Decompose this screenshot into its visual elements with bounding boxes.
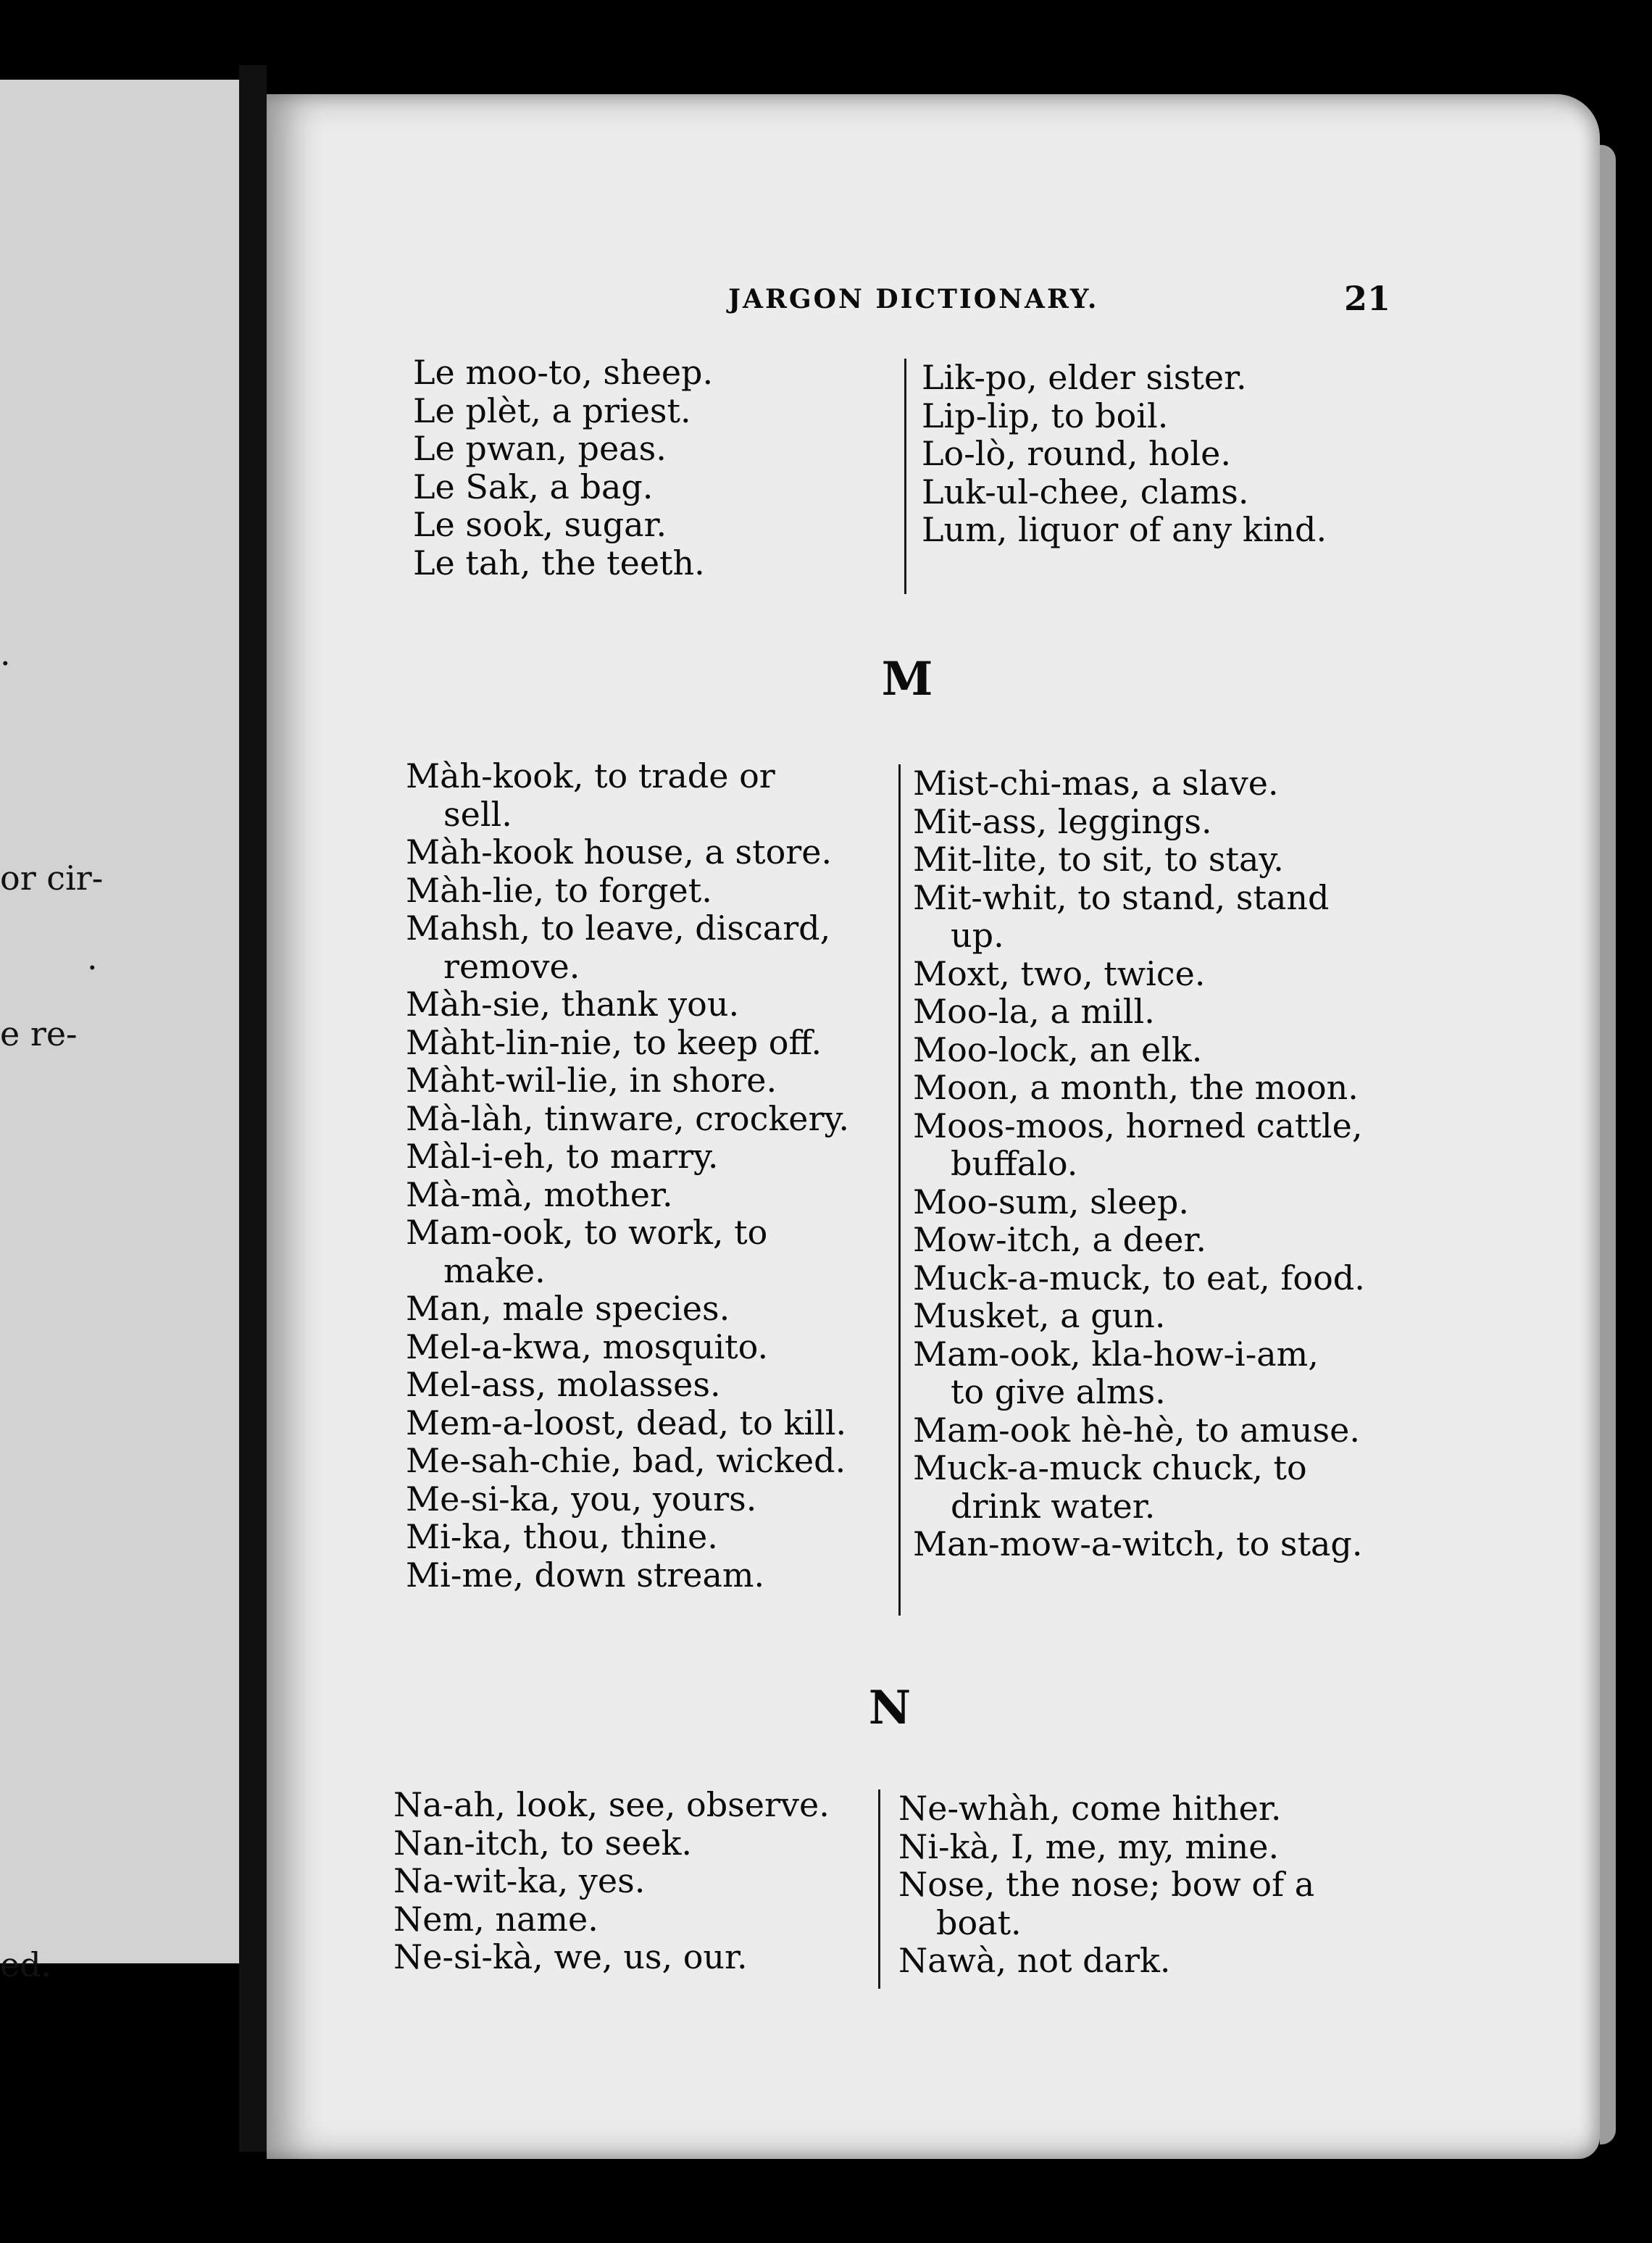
dictionary-entry: Moo-lock, an elk. <box>913 1029 1203 1069</box>
dictionary-entry: Na-wit-ka, yes. <box>393 1861 646 1900</box>
column-rule <box>898 764 901 1616</box>
entries-m-right-column <box>913 764 1394 1563</box>
dictionary-entry: Màht-lin-nie, to keep off. <box>406 1022 822 1062</box>
left-fragment: . <box>87 938 98 977</box>
left-fragment: e re- <box>0 1014 78 1053</box>
dictionary-entry: Màh-kook house, a store. <box>406 832 833 872</box>
dictionary-entry: Mit-lite, to sit, to stay. <box>913 840 1284 879</box>
dictionary-entry: Màl-i-eh, to marry. <box>406 1137 719 1176</box>
page-number: 21 <box>1344 279 1391 318</box>
section-heading-m: M <box>881 652 933 706</box>
dictionary-entry: Mi-ka, thou, thine. <box>406 1517 718 1556</box>
entries-l-right-column <box>922 359 1400 549</box>
dictionary-entry: Muck-a-muck, to eat, food. <box>913 1258 1365 1298</box>
dictionary-entry: Lo-lò, round, hole. <box>922 434 1231 473</box>
column-rule <box>878 1789 880 1989</box>
page-edge-shadow <box>1600 145 1616 2144</box>
dictionary-entry: Moos-moos, horned cattle, buffalo. <box>913 1106 1363 1183</box>
dictionary-entry: Mam-ook, kla-how-i-am, to give alms. <box>913 1334 1319 1411</box>
dictionary-entry: Le Sak, a bag. <box>413 467 654 506</box>
dictionary-entry: Màh-sie, thank you. <box>406 985 740 1024</box>
dictionary-entry: Mit-ass, leggings. <box>913 801 1212 841</box>
dictionary-entry: Màht-wil-lie, in shore. <box>406 1061 777 1100</box>
dictionary-entry: Nose, the nose; bow of a boat. <box>898 1865 1315 1942</box>
dictionary-entry: Muck-a-muck chuck, to drink water. <box>913 1448 1307 1526</box>
dictionary-entry: Lum, liquor of any kind. <box>922 510 1327 549</box>
dictionary-entry: Mahsh, to leave, discard, remove. <box>406 909 831 986</box>
book-gutter <box>239 65 267 2152</box>
dictionary-entry: Mam-ook hè-hè, to amuse. <box>913 1410 1360 1450</box>
left-fragment: ed. <box>0 1945 52 1984</box>
dictionary-entry: Me-si-ka, you, yours. <box>406 1479 757 1519</box>
dictionary-entry: Le moo-to, sheep. <box>413 353 714 392</box>
dictionary-entry: Man, male species. <box>406 1289 730 1328</box>
dictionary-entry: Man-mow-a-witch, to stag. <box>913 1524 1363 1563</box>
section-heading-n: N <box>868 1681 911 1735</box>
dictionary-entry: Moo-la, a mill. <box>913 992 1155 1031</box>
dictionary-entry: Nan-itch, to seek. <box>393 1823 693 1863</box>
dictionary-entry: Mow-itch, a deer. <box>913 1220 1207 1259</box>
entries-n-left-column <box>393 1786 886 1976</box>
left-fragment: . <box>0 634 11 673</box>
dictionary-entry: Ne-si-kà, we, us, our. <box>393 1937 748 1976</box>
dictionary-entry: Mel-ass, molasses. <box>406 1365 721 1404</box>
dictionary-entry: Nem, name. <box>393 1899 598 1939</box>
dictionary-entry: Moon, a month, the moon. <box>913 1068 1359 1107</box>
dictionary-entry: Lik-po, elder sister. <box>922 358 1247 397</box>
dictionary-entry: Le sook, sugar. <box>413 505 667 544</box>
dictionary-entry: Ni-kà, I, me, my, mine. <box>898 1826 1280 1866</box>
dictionary-entry: Mit-whit, to stand, stand up. <box>913 877 1330 955</box>
dictionary-entry: Luk-ul-chee, clams. <box>922 472 1249 511</box>
dictionary-entry: Musket, a gun. <box>913 1296 1166 1335</box>
dictionary-entry: Le plèt, a priest. <box>413 390 691 430</box>
dictionary-entry: Mà-mà, mother. <box>406 1174 673 1214</box>
dictionary-entry: Lip-lip, to boil. <box>922 396 1169 435</box>
dictionary-entry: Màh-lie, to forget. <box>406 870 712 910</box>
dictionary-entry: Moxt, two, twice. <box>913 953 1206 993</box>
dictionary-entry: Mam-ook, to work, to make. <box>406 1213 768 1290</box>
dictionary-entry: Nawà, not dark. <box>898 1941 1171 1980</box>
dictionary-entry: Màh-kook, to trade or sell. <box>406 756 775 834</box>
entries-l-left-column <box>413 354 891 582</box>
running-head: JARGON DICTIONARY. <box>728 284 1099 314</box>
entries-n-right-column <box>898 1789 1385 1980</box>
dictionary-entry: Mem-a-loost, dead, to kill. <box>406 1403 847 1442</box>
dictionary-entry: Me-sah-chie, bad, wicked. <box>406 1441 846 1480</box>
entries-m-left-column <box>406 757 887 1594</box>
dictionary-entry: Mà-làh, tinware, crockery. <box>406 1098 849 1138</box>
column-rule <box>904 359 906 594</box>
dictionary-entry: Mist-chi-mas, a slave. <box>913 764 1279 803</box>
dictionary-entry: Mel-a-kwa, mosquito. <box>406 1327 769 1366</box>
dictionary-entry: Mi-me, down stream. <box>406 1555 765 1595</box>
left-page-edge <box>0 80 239 1984</box>
dictionary-entry: Ne-whàh, come hither. <box>898 1789 1282 1828</box>
left-page-text-fragments <box>0 80 239 1984</box>
dictionary-entry: Le tah, the teeth. <box>413 543 705 582</box>
dictionary-entry: Le pwan, peas. <box>413 429 667 468</box>
dictionary-entry: Na-ah, look, see, observe. <box>393 1785 830 1824</box>
left-fragment: or cir- <box>0 859 104 898</box>
dictionary-entry: Moo-sum, sleep. <box>913 1182 1189 1221</box>
